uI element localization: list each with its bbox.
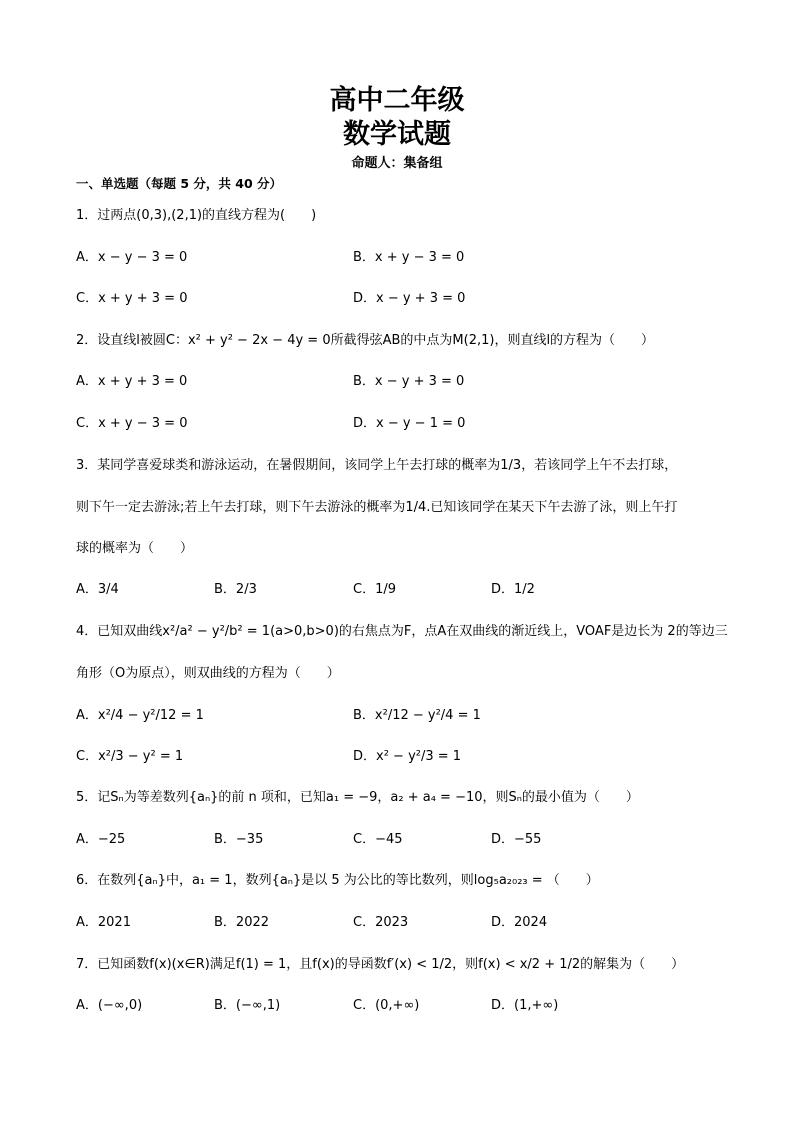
question-3-stem-line-1: 3．某同学喜爱球类和游泳运动，在暑假期间，该同学上午去打球的概率为1/3，若该同学上午不去打球，: [76, 458, 678, 473]
question-1-option-c: C．x + y + 3 = 0: [76, 291, 188, 306]
question-3-option-d: D．1/2: [491, 582, 535, 597]
question-2-option-b: B．x − y + 3 = 0: [353, 374, 465, 389]
question-1-option-b: B．x + y − 3 = 0: [353, 250, 465, 265]
question-5-stem: 5．记Sₙ为等差数列{aₙ}的前 n 项和，已知a₁ = −9，a₂ + a₄ = −10，则Sₙ的最小值为（ ）: [76, 790, 639, 805]
question-7-option-d: D．(1,+∞): [491, 998, 559, 1013]
question-2-stem: 2．设直线l被圆C：x² + y² − 2x − 4y = 0所截得弦AB的中点为M(2,1)，则直线l的方程为（ ）: [76, 333, 655, 348]
question-3-option-a: A．3/4: [76, 582, 119, 597]
author-line: 命题人：集备组: [351, 156, 443, 171]
question-6-option-a: A．2021: [76, 915, 131, 930]
question-4-stem-line-2: 角形（O为原点），则双曲线的方程为（ ）: [76, 666, 340, 681]
question-7-option-a: A．(−∞,0): [76, 998, 143, 1013]
question-6-option-b: B．2022: [214, 915, 270, 930]
question-6-option-d: D．2024: [491, 915, 548, 930]
question-1-option-a: A．x − y − 3 = 0: [76, 250, 188, 265]
question-1-stem: 1．过两点(0,3),(2,1)的直线方程为( ): [76, 208, 317, 223]
question-4-option-d: D．x² − y²/3 = 1: [353, 749, 462, 764]
question-7-stem: 7．已知函数f(x)(x∈R)满足f(1) = 1，且f(x)的导函数f′(x) < 1/2，则f(x) < x/2 + 1/2的解集为（ ）: [76, 957, 685, 972]
section-heading: 一、单选题（每题 5 分，共 40 分）: [76, 176, 283, 191]
question-2-option-a: A．x + y + 3 = 0: [76, 374, 188, 389]
question-4-option-c: C．x²/3 − y² = 1: [76, 749, 184, 764]
question-2-option-c: C．x + y − 3 = 0: [76, 416, 188, 431]
question-1-option-d: D．x − y + 3 = 0: [353, 291, 466, 306]
question-5-option-a: A．−25: [76, 832, 126, 847]
question-4-stem-line-1: 4．已知双曲线x²/a² − y²/b² = 1(a>0,b>0)的右焦点为F，点A在双曲线的渐近线上，VOAF是边长为 2的等边三: [76, 624, 728, 639]
question-5-option-c: C．−45: [353, 832, 403, 847]
question-3-option-c: C．1/9: [353, 582, 396, 597]
page-subtitle: 数学试题: [343, 119, 451, 150]
question-6-option-c: C．2023: [353, 915, 409, 930]
question-5-option-d: D．−55: [491, 832, 542, 847]
question-5-option-b: B．−35: [214, 832, 264, 847]
question-3-option-b: B．2/3: [214, 582, 257, 597]
page-title: 高中二年级: [329, 85, 465, 116]
question-7-option-b: B．(−∞,1): [214, 998, 281, 1013]
question-3-stem-line-3: 球的概率为（ ）: [76, 541, 194, 556]
question-2-option-d: D．x − y − 1 = 0: [353, 416, 466, 431]
question-6-stem: 6．在数列{aₙ}中，a₁ = 1，数列{aₙ}是以 5 为公比的等比数列，则log₅a₂₀₂₃ = （ ）: [76, 873, 599, 888]
question-4-option-a: A．x²/4 − y²/12 = 1: [76, 708, 204, 723]
question-7-option-c: C．(0,+∞): [353, 998, 420, 1013]
question-3-stem-line-2: 则下午一定去游泳;若上午去打球，则下午去游泳的概率为1/4.已知该同学在某天下午去游了泳，则上午打: [76, 500, 678, 515]
question-4-option-b: B．x²/12 − y²/4 = 1: [353, 708, 481, 723]
